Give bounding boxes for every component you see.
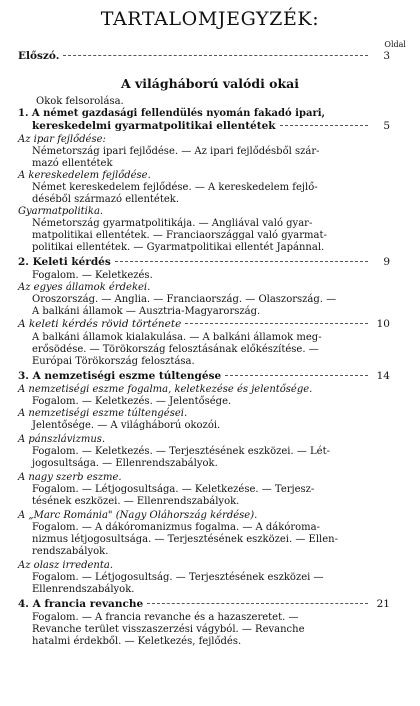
page-number: 3 bbox=[383, 50, 390, 62]
text-line: tésének eszközei. — Ellenrendszabályok. bbox=[32, 496, 240, 507]
toc-entry-3 bbox=[18, 370, 390, 383]
text-line: Német kereskedelem fejlődése. — A kereskedelem fejlő- bbox=[32, 182, 318, 193]
toc-entry-label: 2. Keleti kérdés bbox=[18, 256, 111, 268]
text-line: Jelentősége. — A világháború okozói. bbox=[32, 420, 221, 431]
toc-entry-label: 3. A nemzetiségi eszme túltengése bbox=[18, 370, 222, 382]
toc-entry-1 bbox=[32, 120, 390, 133]
page-number: 9 bbox=[383, 256, 390, 268]
text-line: jogosultsága. — Ellenrendszabályok. bbox=[32, 458, 218, 469]
text-line: Fogalom. — Keletkezés. — Terjesztésének eszközei. — Lét- bbox=[32, 446, 330, 457]
subhead-kereskedelem: A kereskedelem fejlődése. bbox=[18, 170, 151, 181]
subhead-marc-romania: A „Marc Románia" (Nagy Oláhország kérdése). bbox=[18, 510, 258, 521]
subhead-panszlavizmus: A pánszlávizmus. bbox=[18, 434, 106, 445]
leader-dots bbox=[115, 260, 368, 262]
toc-entry-label: 4. A francia revanche bbox=[18, 598, 144, 610]
toc-entry-2 bbox=[18, 256, 390, 269]
text-line: Fogalom. — A dákóromanizmus fogalma. — A dákóroma- bbox=[32, 522, 320, 533]
text-line: Fogalom. — Létjogosultság. — Terjesztésének eszközei — bbox=[32, 572, 324, 583]
subhead-ipar: Az ipar fejlődése: bbox=[18, 134, 106, 145]
text-line: Fogalom. — A francia revanche és a hazaszeretet. — bbox=[32, 612, 299, 623]
text-line: A balkáni államok — Ausztria-Magyarország. bbox=[32, 306, 261, 317]
page-column-header: Oldal bbox=[384, 40, 406, 49]
toc-entry-label: kereskedelmi gyarmatpolitikai ellentétek bbox=[32, 120, 276, 132]
page-number: 10 bbox=[376, 318, 390, 330]
text-line: Európai Törökország felosztása. bbox=[32, 356, 195, 367]
text-line: mazó ellentétek bbox=[32, 158, 113, 169]
toc-entry-eloszo bbox=[18, 50, 390, 63]
text-line: Oroszország. — Anglia. — Franciaország. — Olaszország. — bbox=[32, 294, 337, 305]
subhead-nemzetisegi-fogalma: A nemzetiségi eszme fogalma, keletkezése és jelentősége. bbox=[18, 384, 313, 395]
leader-dots bbox=[63, 54, 368, 56]
subhead-egyes: Az egyes államok érdekei. bbox=[18, 282, 151, 293]
text-line: Németország gyarmatpolitikája. — Angliával való gyar- bbox=[32, 218, 313, 229]
text-line: politikai ellentétek. — Gyarmatpolitikai ellentét Japánnal. bbox=[32, 242, 325, 253]
text-line: nizmus létjogosultsága. — Terjesztésének eszközei. — Ellen- bbox=[32, 534, 338, 545]
page-number: 5 bbox=[383, 120, 390, 132]
text-line: déséből származó ellentétek. bbox=[32, 194, 180, 205]
text-line: Németország ipari fejlődése. — Az ipari fejlődésből szár- bbox=[32, 146, 320, 157]
text-line: erősödése. — Törökország felosztásának előkészítése. — bbox=[32, 344, 319, 355]
page-title: TARTALOMJEGYZÉK: bbox=[100, 8, 320, 30]
text-line: Ellenrendszabályok. bbox=[32, 584, 135, 595]
leader-dots bbox=[280, 124, 368, 126]
text-line: matpolitikai ellentétek. — Franciaországgal való gyarmat- bbox=[32, 230, 327, 241]
leader-dots bbox=[225, 374, 368, 376]
page-number: 21 bbox=[376, 598, 390, 610]
toc-entry-label: A keleti kérdés rövid története bbox=[18, 318, 182, 330]
text-line: hatalmi érdekből. — Keletkezés, fejlődés. bbox=[32, 636, 242, 647]
subhead-nemzetisegi-tultengesei: A nemzetiségi eszme túltengései. bbox=[18, 408, 188, 419]
toc-entry-4 bbox=[18, 598, 390, 611]
toc-entry-label: Előszó. bbox=[18, 50, 60, 62]
text-line: rendszabályok. bbox=[32, 546, 109, 557]
text-line: A balkáni államok kialakulása. — A balkáni államok meg- bbox=[32, 332, 322, 343]
subhead-olasz-irredenta: Az olasz irredenta. bbox=[18, 560, 114, 571]
text-line: Fogalom. — Keletkezés. bbox=[32, 270, 153, 281]
leader-dots bbox=[185, 322, 368, 324]
text-line: Revanche terület visszaszerzési vágyból. — Revanche bbox=[32, 624, 305, 635]
text-line: Fogalom. — Keletkezés. — Jelentősége. bbox=[32, 396, 232, 407]
subhead-nagy-szerb: A nagy szerb eszme. bbox=[18, 472, 122, 483]
leader-dots bbox=[147, 602, 368, 604]
toc-entry-1-line1: 1. A német gazdasági fellendülés nyomán fakadó ipari, bbox=[18, 108, 325, 119]
page-number: 14 bbox=[376, 370, 390, 382]
text-line: Fogalom. — Létjogosultsága. — Keletkezése. — Terjesz- bbox=[32, 484, 315, 495]
okok-line: Okok felsorolása. bbox=[36, 96, 124, 107]
subhead-gyarmat: Gyarmatpolitika. bbox=[18, 206, 104, 217]
toc-entry-keleti-tortenete bbox=[18, 318, 390, 331]
section-title: A világháború valódi okai bbox=[120, 76, 300, 91]
